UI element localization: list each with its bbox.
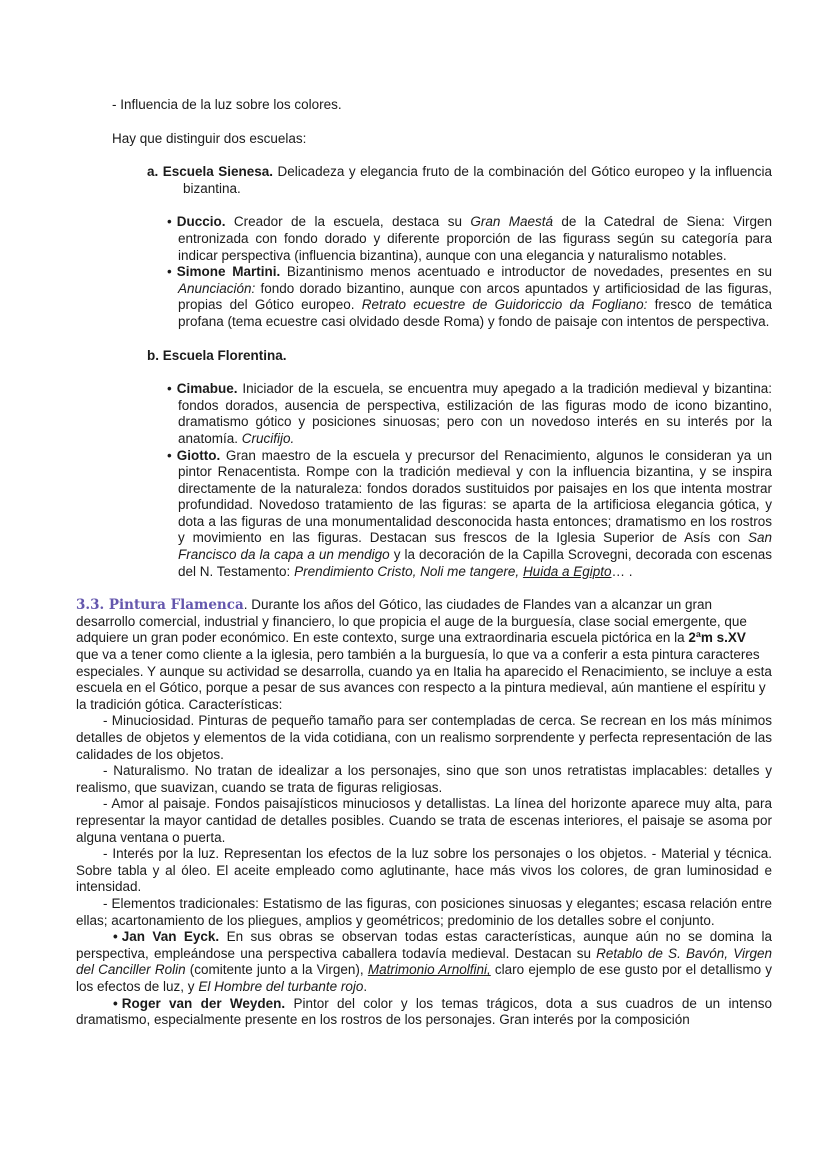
bullet-icon: •	[167, 264, 172, 280]
list-item-duccio	[167, 214, 772, 264]
list-item-text: Duccio. Creador de la escuela, destaca su Gran Maestá de la Catedral de Siena: Virgen entronizada con fondo dorado y diferente proporción de las figurass según su categoría para indicar perspectiva (influencia bizantina), aunque con una elegancia y naturalismo notables.	[176, 214, 772, 263]
paragraph-naturalismo: - Naturalismo. No tratan de idealizar a los personajes, sino que son unos retratistas implacables: detalles y realismo, que suavizan, cuando se trata de figuras religiosas.	[76, 763, 772, 795]
paragraph-interes-por-la-luz: - Interés por la luz. Representan los efectos de la luz sobre los personajes o los objetos. - Material y técnica. Sobre tabla y al óleo. El aceite empleado como aglutinante, hace más vivos los colores, de gran luminosidad e intensidad.	[76, 846, 772, 895]
list-item-jan-van-eyck	[76, 929, 772, 995]
list-item-giotto	[167, 448, 772, 581]
list-item-roger-van-der-weyden	[76, 996, 772, 1029]
paragraph-minuciosidad: - Minuciosidad. Pinturas de pequeño tamaño para ser contempladas de cerca. Se recrean en los más mínimos detalles de objetos y elementos de la vida cotidiana, con un realismo sorprendente y perfecta representación de las calidades de los objetos.	[76, 713, 772, 762]
list-item-cimabue	[167, 381, 772, 447]
section-pintura-flamenca: 3.3. Pintura Flamenca. Durante los años del Gótico, las ciudades de Flandes van a alcanzar un gran desarrollo comercial, industrial y financiero, lo que propicia el auge de la burguesía, clase social emergente, que adquiere un gran poder económico. En este contexto, surge una extraordinaria escuela pictórica en la 2ªm s.XV que va a tener como cliente a la iglesia, pero también a la burguesía, lo que va a conferir a esta pintura caracteres especiales. Y aunque su actividad se desarrolla, cuando ya en Italia ha aparecido el Renacimiento, se incluye a esta escuela en el Gótico, porque a pesar de sus avances con respecto a la pintura medieval, aún mantiene el espíritu y la tradición gótica. Características:	[76, 597, 772, 712]
list-item-text: Giotto. Gran maestro de la escuela y precursor del Renacimiento, algunos le consideran ya un pintor Renacentista. Rompe con la tradición medieval y con la influencia bizantina, y se inspira directamente de la naturaleza: fondos dorados sustituidos por paisajes en los que intenta mostrar profundidad. Novedoso tratamiento de las figuras: se aparta de la artificiosa elegancia gótica, y dota a las figuras de una monumentalidad desconocida hasta entonces; dramatismo en los rostros y movimiento en las figuras. Destacan sus frescos de la Iglesia Superior de Asís con San Francisco da la capa a un mendigo y la decoración de la Capilla Scrovegni, decorada con escenas del N. Testamento: Prendimiento Cristo, Noli me tangere, Huida a Egipto… .	[176, 447, 772, 579]
item-escuela-florentina: b. Escuela Florentina.	[147, 347, 287, 363]
bullet-icon: •	[167, 381, 172, 397]
list-item-text: Cimabue. Iniciador de la escuela, se encuentra muy apegado a la tradición medieval y bizantina: fondos dorados, ausencia de perspectiva, estilización de las figuras modo de icono bizantino, dramatismo gótico y posiciones sinuosas; pero con un novedoso interés en su interés por la anatomía. Crucifijo.	[176, 381, 772, 446]
bullet-icon: •	[113, 995, 118, 1011]
list-item-text: Roger van der Weyden. Pintor del color y los temas trágicos, dota a sus cuadros de un intenso dramatismo, especialmente presente en los rostros de los personajes. Gran interés por la composición	[76, 995, 772, 1028]
item-escuela-sienesa: a. Escuela Sienesa. Delicadeza y elegancia fruto de la combinación del Gótico europeo y la influencia bizantina.	[147, 164, 772, 196]
list-item-simone-martini	[167, 264, 772, 330]
paragraph-elementos-tradicionales: - Elementos tradicionales: Estatismo de las figuras, con posiciones sinuosas y elegantes; escasa relación entre ellas; acartonamiento de los pliegues, amplios y geométricos; predominio de los detalles sobre el conjunto.	[76, 895, 772, 928]
paragraph-influencia-luz: - Influencia de la luz sobre los colores.	[112, 97, 342, 112]
list-item-text: Simone Martini. Bizantinismo menos acentuado e introductor de novedades, presentes en su Anunciación: fondo dorado bizantino, aunque con arcos apuntados y artificiosidad de las figuras, propias del Gótico europeo. Retrato ecuestre de Guidoriccio da Fogliano: fresco de temática profana (tema ecuestre casi olvidado desde Roma) y fondo de paisaje con intentos de perspectiva.	[176, 264, 772, 329]
bullet-icon: •	[113, 929, 118, 945]
bullet-icon: •	[167, 214, 172, 230]
bullet-icon: •	[167, 447, 172, 463]
list-item-text: Jan Van Eyck. En sus obras se observan todas estas características, aunque aún no se domina la perspectiva, empleándose una perspectiva caballera todavía medieval. Destacan su Retablo de S. Bavón, Virgen del Canciller Rolin (comitente junto a la Virgen), Matrimonio Arnolfini, claro ejemplo de ese gusto por el detallismo y los efectos de luz, y El Hombre del turbante rojo.	[76, 929, 772, 994]
paragraph-dos-escuelas: Hay que distinguir dos escuelas:	[112, 130, 307, 146]
paragraph-amor-al-paisaje: - Amor al paisaje. Fondos paisajísticos minuciosos y detallistas. La línea del horizonte aparece muy alta, para representar la mayor cantidad de detalles posibles. Cuando se trata de escenas interiores, el paisaje se asoma por alguna ventana o puerta.	[76, 796, 772, 845]
